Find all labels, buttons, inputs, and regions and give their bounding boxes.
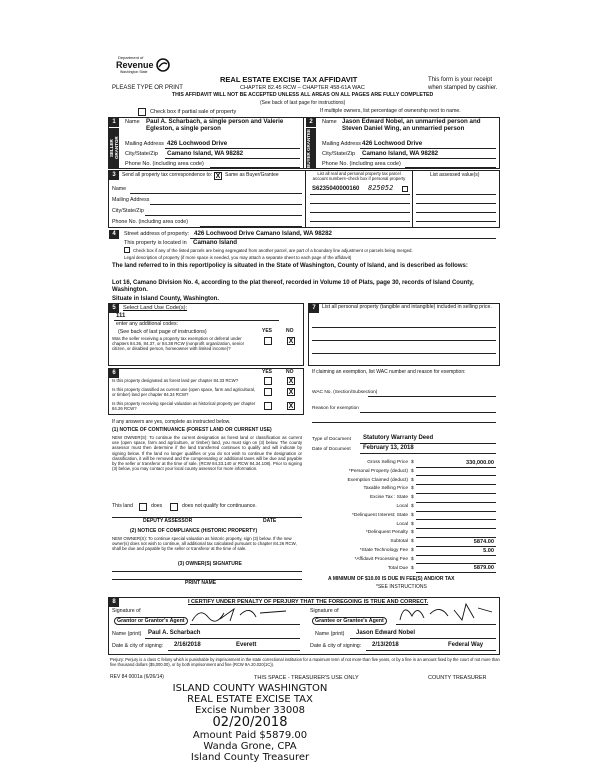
stamp-line-7: Island County Treasurer: [190, 752, 310, 763]
historic-question: Is this property receiving special valuation as historical property per chapter 84.26 RCW?: [112, 401, 256, 411]
personal-property-checkbox[interactable]: [402, 186, 408, 192]
tax-row-line: [416, 572, 496, 573]
grantor-signature-label: Signature of: [112, 608, 141, 614]
tax-row-dollar: $: [411, 548, 414, 553]
tax-row-dollar: $: [411, 539, 414, 545]
correspondence-name-label: Name: [112, 186, 127, 192]
correspondence-city-label: City/State/Zip: [112, 208, 144, 214]
correspondence-phone-label: Phone No. (including area code): [112, 219, 188, 225]
same-as-buyer-label: Same as Buyer/Grantee: [225, 172, 279, 178]
section-3-number: 3: [109, 171, 119, 180]
legal-description-label: Legal description of property (if more space is needed, you may attach a separate sheet to each page of the affidavit): [124, 255, 352, 260]
tax-row-label: Total Due: [387, 565, 408, 571]
tax-row-dollar: $: [411, 521, 414, 527]
grantor-date[interactable]: 2/16/2018: [174, 642, 201, 648]
buyer-mail-label: Mailing Address: [322, 141, 361, 147]
tax-row-label: Local: [396, 521, 408, 527]
seller-name: Paul A. Scharbach, a single person and Valerie Egleston, a single person: [146, 118, 284, 133]
buyer-grantee-tag: BUYER GRANTEE: [306, 128, 316, 168]
buyer-phone-label: Phone No. (including area code): [322, 161, 401, 167]
s6-no-header: NO: [286, 369, 294, 375]
forest-land-question: Is this property designated as forest land per chapter 84.33 RCW?: [112, 378, 239, 383]
form-title: REAL ESTATE EXCISE TAX AFFIDAVIT: [220, 75, 358, 84]
grantee-signature-icon[interactable]: [396, 600, 496, 624]
perjury-note: Perjury: Perjury is a class C felony which is punishable by imprisonment in the state correctional institution for a maximum term of not more than five years, or by a fine in an amount fixed by the court of not more than five thousand dollars ($5,000.00), or by both imprisonment and fine (RCW 9A.20.020(1C)).: [110, 657, 500, 667]
assessed-value-header: List assessed value(s): [430, 172, 480, 178]
segregated-label: Check box if any of the listed parcels are being segregated from another parcel, are part of a boundary line adjustment or parcels being merged.: [133, 248, 413, 253]
s5-q1-yes[interactable]: [264, 337, 272, 345]
street-address[interactable]: 426 Lochwood Drive Camano Island, WA 98282: [194, 230, 333, 237]
tax-row-line: [416, 493, 496, 494]
section-2-number: 2: [306, 118, 316, 127]
tax-row-label: Gross Selling Price: [367, 460, 408, 465]
section-5-number: 5: [109, 304, 119, 313]
grantor-name[interactable]: Paul A. Scharbach: [148, 630, 201, 636]
stamp-line-4: 02/20/2018: [212, 715, 288, 730]
seller-mail[interactable]: 426 Lochwood Drive: [167, 140, 228, 147]
correspondence-mail-label: Mailing Address: [112, 197, 150, 203]
tax-row-value[interactable]: 5.00: [483, 547, 494, 554]
segregated-checkbox[interactable]: [124, 247, 130, 253]
partial-sale-checkbox[interactable]: [138, 108, 146, 116]
s5-q1-no[interactable]: X: [288, 338, 294, 345]
tax-row-label: Taxable Selling Price: [363, 486, 408, 492]
type-or-print: PLEASE TYPE OR PRINT: [112, 85, 183, 91]
notice-2-title: (2) NOTICE OF COMPLIANCE (HISTORIC PROPERTY): [130, 528, 258, 534]
treasurer-stamp: [150, 683, 350, 763]
seller-name-label: Name: [125, 119, 140, 125]
s6-q3-no[interactable]: X: [288, 403, 294, 410]
tax-row-line: [416, 528, 496, 529]
stamp-line-5: Amount Paid $5879.00: [192, 730, 308, 741]
doc-date[interactable]: February 13, 2018: [363, 445, 414, 451]
same-as-buyer-checkbox[interactable]: X: [215, 173, 221, 180]
notice-1-title: (1) NOTICE OF CONTINUANCE (FOREST LAND OR CURRENT USE): [112, 427, 272, 433]
situate-description: Situate in Island County, Washington.: [112, 296, 219, 302]
tax-row-dollar: $: [411, 486, 414, 492]
section-4-number: 4: [109, 230, 119, 239]
buyer-name: Jason Edward Nobel, an unmarried person and Steven Daniel Wing, an unmarried person: [342, 118, 481, 133]
grantee-signature-label: Signature of: [310, 608, 339, 614]
s5-yes-header: YES: [262, 328, 273, 334]
notice-1-text: NEW OWNER(S): To continue the current designation as forest land or classification as current use (open space, farm and agriculture, or timber) land, you must sign on (3) below. The county assessor must then determine if the land transferred continues to qualify and will indicate by signing below. If the land no longer qualifies or you do not wish to continue the designation or classification, it will be removed and the compensating or additional taxes will be due and payable by the seller or transferor at the time of sale. (RCW 84.33.140 or RCW 84.34.108). Prior to signing (3) below, you may contact your local county assessor for more information.: [112, 435, 302, 472]
exemption-question: Was the seller receiving a property tax exemption or deferral under chapters 84.36, 84.37, or 84.38 RCW (nonprofit organization, senior citizen, or disabled person, homeowner with limited income)?: [112, 336, 245, 352]
doc-date-label: Date of Document: [312, 447, 351, 452]
section-1-number: 1: [109, 118, 119, 127]
this-land-label: This land: [112, 503, 134, 509]
treasurer-space-label: THIS SPACE - TREASURER'S USE ONLY: [254, 675, 359, 681]
form-revision: REV 84 0001a (6/26/14): [110, 674, 164, 680]
exemption-label: If claiming an exemption, list WAC number and reason for exemption:: [312, 369, 466, 375]
grantor-agent-label: Grantor or Grantor's Agent: [114, 617, 188, 625]
land-does-not-checkbox[interactable]: [170, 503, 178, 511]
print-name-label: PRINT NAME: [185, 580, 217, 586]
land-does-not-label: does not qualify for continuance.: [182, 503, 257, 509]
wac-label: WAC No. (Section/Subsection): [312, 390, 378, 395]
grantee-date[interactable]: 2/13/2018: [372, 642, 399, 648]
s6-yes-header: YES: [262, 369, 273, 375]
tax-row-line: [416, 555, 496, 556]
lot-description: Lot 16, Camano Division No. 4, according to the plat thereof, recorded in Volume 10 of Plats, page 30, records of Island County, Washington.: [112, 280, 474, 293]
multiple-owners-note: If multiple owners, list percentage of ownership next to name.: [320, 108, 461, 114]
tax-row-value[interactable]: 5879.00: [473, 565, 494, 572]
tax-row-line: [416, 502, 496, 503]
see-instructions-note: *SEE INSTRUCTIONS: [376, 584, 427, 590]
seller-city-label: City/State/Zip: [125, 151, 159, 157]
section-8-number: 8: [109, 598, 119, 607]
seller-phone-label: Phone No. (including area code): [125, 161, 204, 167]
grantee-date-label: Date & city of signing:: [310, 643, 362, 649]
located-in-value: Camano Island: [193, 239, 238, 246]
partial-sale-label: Check box if partial sale of property: [150, 109, 237, 115]
tax-row-label: Excise Tax : State: [369, 495, 408, 501]
tax-row-label: *Affidavit Processing Fee: [354, 556, 408, 562]
tax-row-dollar: $: [411, 530, 414, 536]
tax-row-dollar: $: [411, 477, 414, 483]
doc-type[interactable]: Statutory Warranty Deed: [363, 435, 434, 441]
section-6-number: 6: [109, 369, 119, 378]
tax-row-label: Subtotal: [390, 539, 408, 545]
buyer-mail[interactable]: 426 Lochwood Drive: [362, 140, 423, 147]
land-description: The land referred to in this report/policy is situated in the State of Washington, County of Island, and is described as follows:: [112, 263, 468, 269]
land-does-checkbox[interactable]: [139, 503, 147, 511]
stamp-line-6: Wanda Grone, CPA: [203, 741, 297, 752]
logo-line2: Revenue: [116, 60, 154, 70]
tax-correspondence-label: Send all property tax correspondence to:: [122, 172, 213, 178]
parcel-handwritten-note: 825052: [368, 184, 394, 192]
section-7-box: [308, 303, 500, 366]
logo-mark-icon: [156, 58, 170, 72]
tax-row-line: [416, 511, 496, 512]
tax-row-line: [416, 475, 496, 476]
deputy-date-label: DATE: [263, 518, 277, 524]
s6-q1-yes[interactable]: [264, 377, 272, 385]
tax-row-dollar: $: [411, 495, 414, 501]
s5-no-header: NO: [286, 328, 294, 334]
s6-q2-no[interactable]: X: [288, 389, 294, 396]
buyer-city-label: City/State/Zip: [322, 151, 356, 157]
seller-city[interactable]: Camano Island, WA 98282: [167, 150, 244, 157]
stamp-line-3: Excise Number 33008: [194, 705, 306, 716]
grantee-name[interactable]: Jason Edward Nobel: [356, 630, 416, 636]
tax-row-label: *Delinquent Interest: State: [352, 512, 408, 518]
tax-row-label: *State Technology Fee: [359, 548, 408, 553]
current-use-question: Is this property classified as current use (open space, farm and agricultural, or timber) land per chapter 84.34 RCW?: [112, 387, 256, 397]
tax-row-line: [416, 519, 496, 520]
tax-row-line: [416, 467, 496, 468]
parcel-list-header: List all real and personal property tax parcel account numbers–check box if personal property: [312, 171, 406, 181]
s6-q3-yes[interactable]: [264, 402, 272, 410]
tax-row-label: Local: [396, 504, 408, 509]
receipt-note-2: when stamped by cashier.: [428, 85, 498, 91]
see-back-label: (See back of last page of instructions): [118, 329, 207, 335]
grantee-name-label: Name (print): [315, 631, 345, 637]
receipt-note-1: This form is your receipt: [428, 77, 493, 83]
buyer-name-label: Name: [322, 119, 337, 125]
parcel-number[interactable]: S6235040000160: [312, 186, 360, 192]
tax-row-value[interactable]: 5874.00: [473, 538, 494, 545]
grantee-city[interactable]: Federal Way: [448, 642, 484, 648]
tax-row-dollar: $: [411, 468, 414, 474]
land-does-label: does: [151, 503, 163, 509]
owner-signature-label: (3) OWNER(S) SIGNATURE: [178, 561, 242, 567]
doc-type-label: Type of Document: [312, 437, 351, 442]
grantor-date-label: Date & city of signing:: [112, 643, 164, 649]
form-warning: THIS AFFIDAVIT WILL NOT BE ACCEPTED UNLESS ALL AREAS ON ALL PAGES ARE FULLY COMPLETED: [172, 92, 434, 98]
tax-row-value[interactable]: 330,000.00: [466, 459, 494, 466]
certify-statement: I CERTIFY UNDER PENALTY OF PERJURY THAT THE FOREGOING IS TRUE AND CORRECT.: [188, 599, 429, 605]
grantee-agent-label: Grantee or Grantee's Agent: [312, 617, 387, 625]
logo-line3: Washington State: [120, 70, 148, 74]
located-in-label: This property is located in: [124, 240, 187, 246]
logo-line1: Department of: [118, 55, 144, 60]
buyer-city[interactable]: Camano Island, WA 98282: [362, 150, 439, 157]
dor-logo: [112, 56, 172, 82]
s6-q2-yes[interactable]: [264, 388, 272, 396]
form-chapter: CHAPTER 82.45 RCW – CHAPTER 458-61A WAC: [240, 85, 365, 91]
seller-mail-label: Mailing Address: [125, 141, 164, 147]
deputy-assessor-label: DEPUTY ASSESSOR: [143, 518, 193, 524]
tax-row-dollar: $: [411, 460, 414, 465]
instructions-note: (See back of last page for instructions): [260, 100, 346, 106]
grantor-signature-icon[interactable]: [190, 603, 300, 625]
land-use-label: Select Land Use Code(s):: [123, 305, 188, 311]
county-treasurer-label: COUNTY TREASURER: [428, 675, 487, 681]
section-7-number: 7: [309, 304, 319, 313]
stamp-line-2: REAL ESTATE EXCISE TAX: [187, 694, 313, 705]
tax-row-dollar: $: [411, 512, 414, 518]
tax-row-label: *Delinquent Penalty: [365, 530, 408, 536]
grantor-name-label: Name (print): [112, 631, 142, 637]
reason-label: Reason for exemption: [312, 406, 359, 411]
tax-row-line: [416, 484, 496, 485]
street-address-label: Street address of property:: [124, 231, 190, 237]
s6-q1-no[interactable]: X: [288, 378, 294, 385]
tax-row-label: *Personal Property (deduct): [348, 468, 408, 474]
minimum-due-note: A MINIMUM OF $10.00 IS DUE IN FEE(S) AND/OR TAX: [328, 576, 455, 582]
if-any-yes-note: If any answers are yes, complete as instructed below.: [112, 419, 231, 425]
tax-row-dollar: $: [411, 556, 414, 562]
seller-grantor-tag: SELLER GRANTOR: [109, 128, 119, 168]
additional-codes-label: enter any additional codes:: [116, 321, 179, 327]
tax-row-dollar: $: [411, 504, 414, 509]
personal-property-label: List all personal property (tangible and intangible) included in selling price.: [322, 304, 492, 310]
tax-row-dollar: $: [411, 565, 414, 571]
notice-2-text: NEW OWNER(S): To continue special valuation as historic property, sign (3) below. If the new owner(s) does not wish to continue, all additional tax calculated pursuant to chapter 84.26 RCW, shall be due and payable by the seller or transferor at the time of sale.: [112, 536, 297, 552]
stamp-line-1: ISLAND COUNTY WASHINGTON: [172, 683, 328, 694]
grantor-city[interactable]: Everett: [236, 642, 257, 648]
tax-row-label: Exemption Claimed (deduct): [347, 477, 408, 483]
land-use-code[interactable]: 111: [116, 313, 126, 319]
